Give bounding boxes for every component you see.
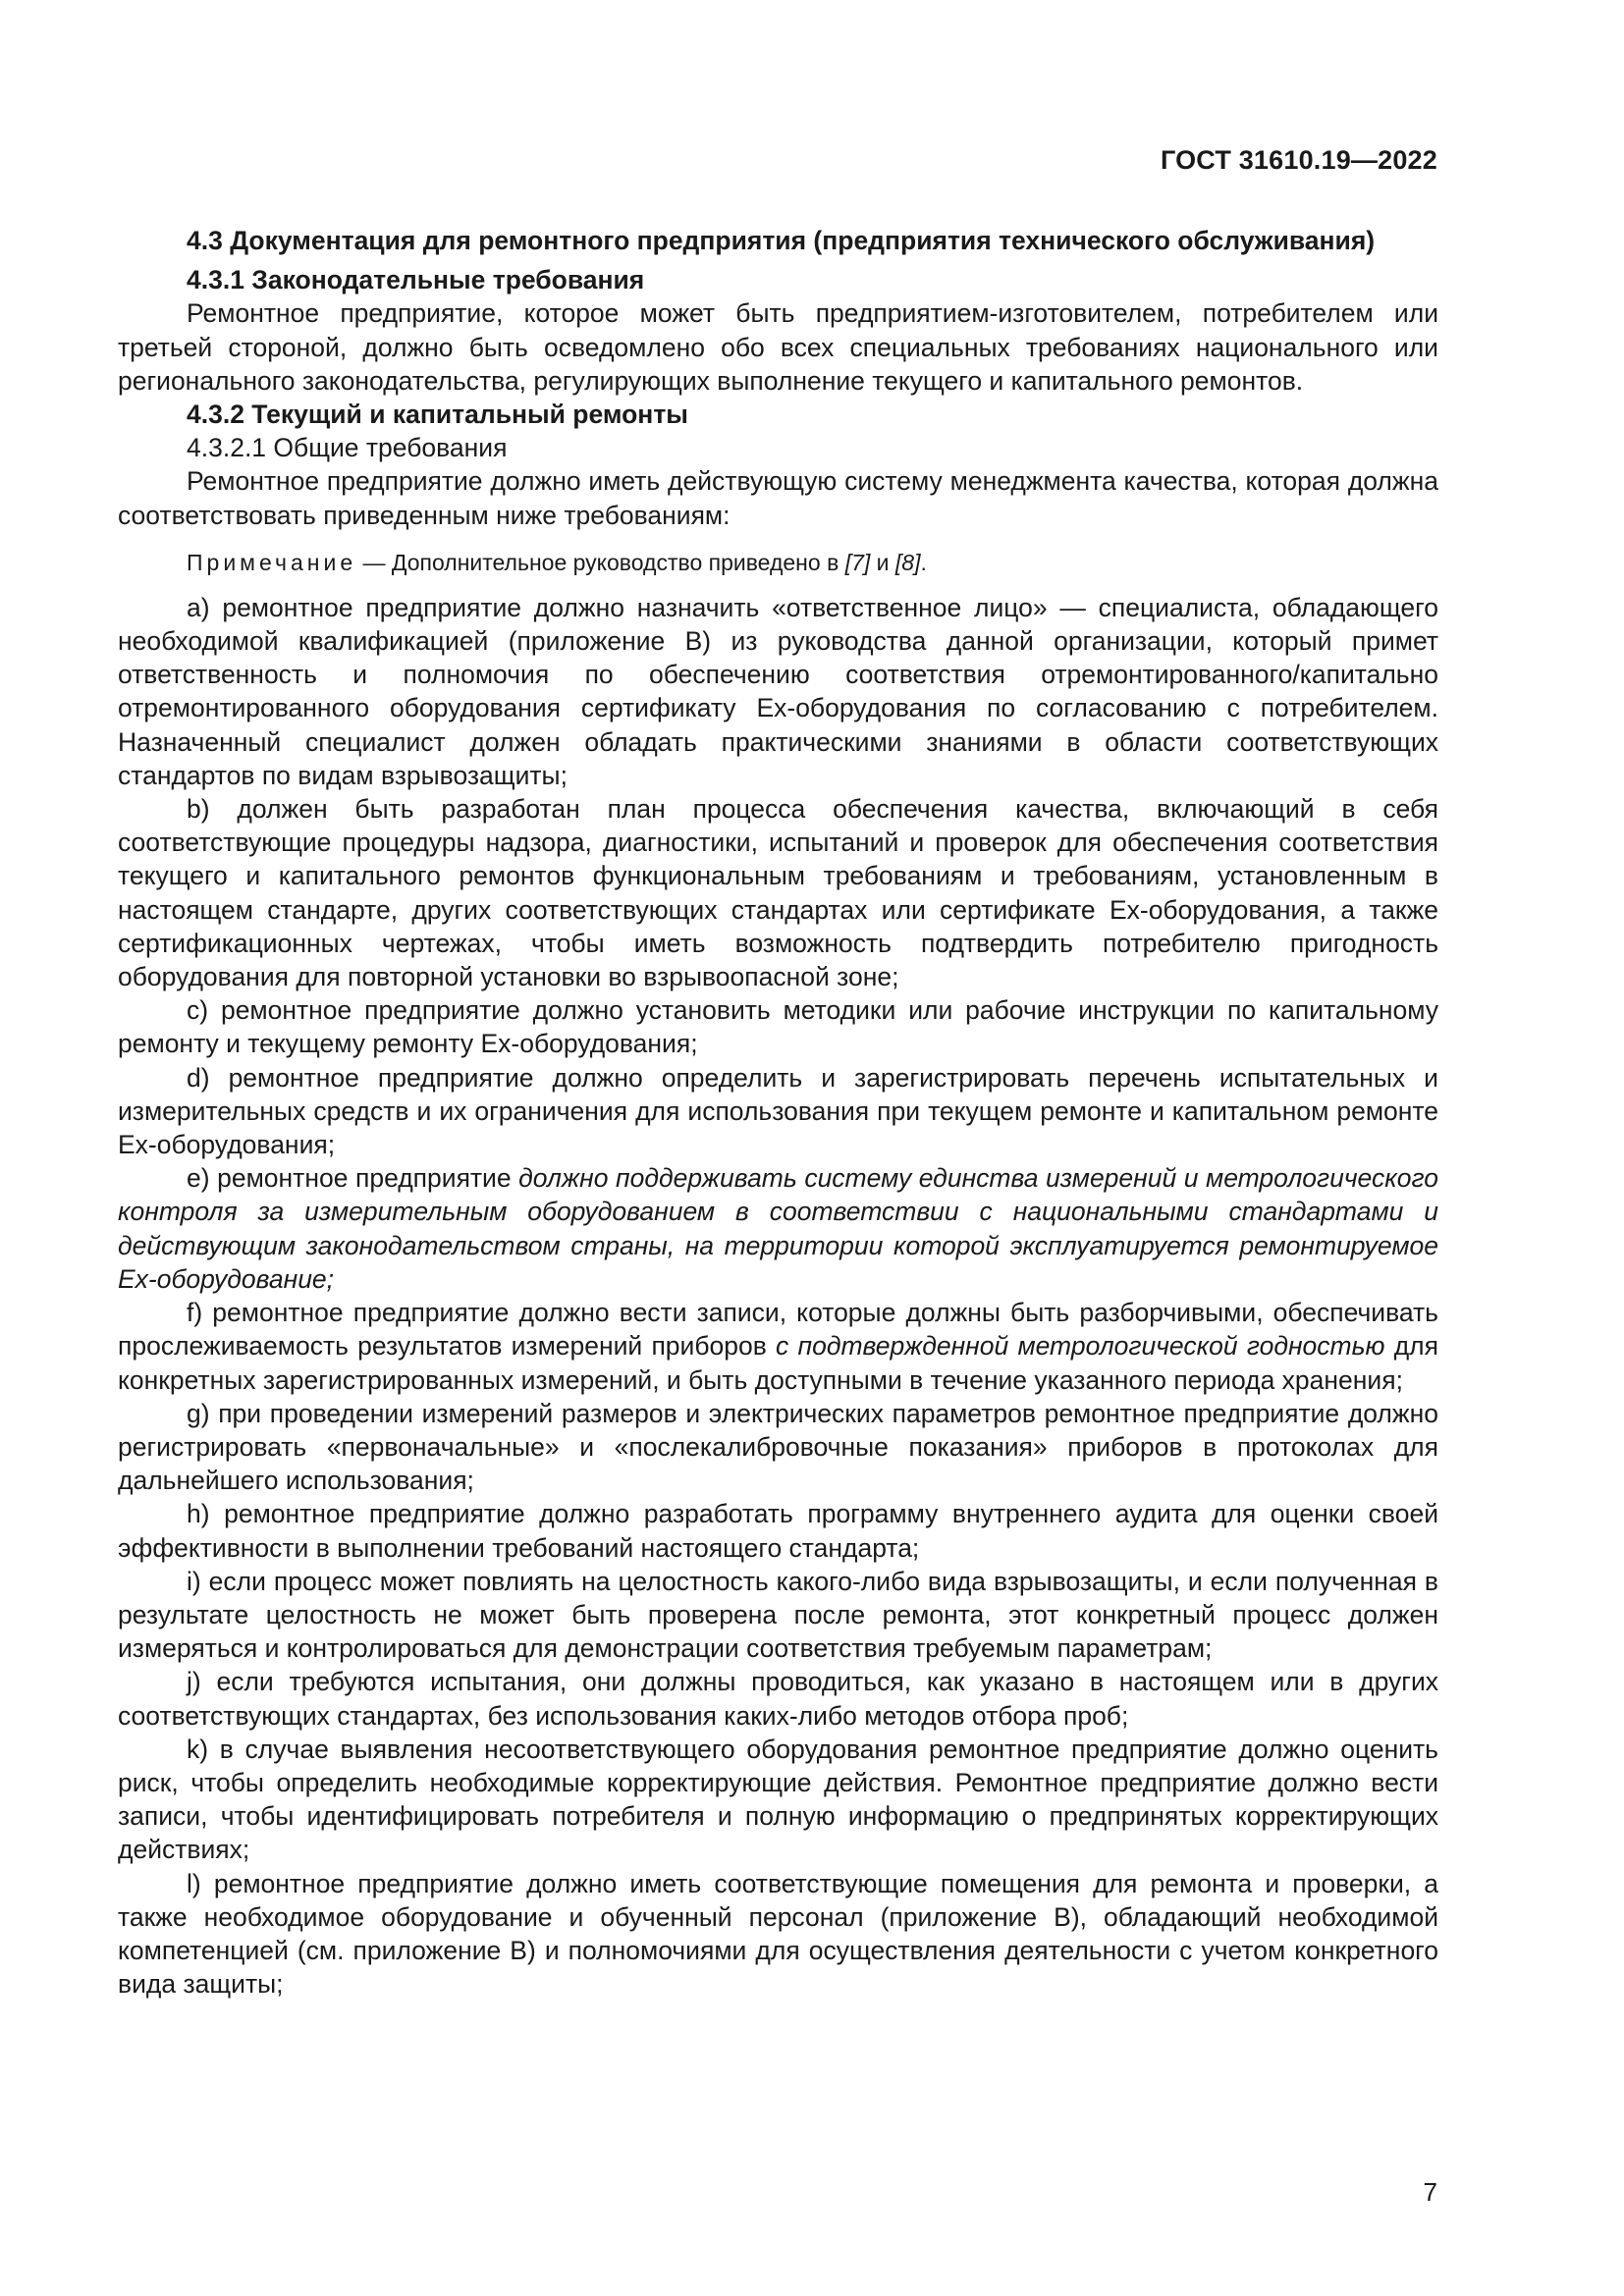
list-item-c: c) ремонтное предприятие должно установить методики или рабочие инструкции по капитальному ремонту и текущему ремонту Ex-оборудования; — [118, 995, 1438, 1059]
list-item-d: d) ремонтное предприятие должно определить и зарегистрировать перечень испытательных и измерительных средств и их ограничения для использования при текущем ремонте и капитальном ремонте Ex-оборудования; — [118, 1062, 1438, 1160]
document-body — [118, 224, 1438, 2001]
list-item-l: l) ремонтное предприятие должно иметь соответствующие помещения для ремонта и проверки, а также необходимое оборудование и обученный персонал (приложение В), обладающий необходимой компетенцией (см. приложение В) и полномочиями для осуществления деятельности с учетом конкретного вида защиты; — [118, 1868, 1438, 2000]
list-item-a: a) ремонтное предприятие должно назначить «ответственное лицо» — специалиста, обладающего необходимой квалификацией (приложение В) из руководства данной организации, который примет ответственность и полномочия по обеспечению соответствия отремонтированного/капитально отремонтированного оборудования сертификату Ex-оборудования по согласованию с потребителем. Назначенный специалист должен обладать практическими знаниями в области соответствующих стандартов по видам взрывозащиты; — [118, 592, 1438, 790]
list-item-f-italic: с подтвержденной метрологической годностью — [776, 1331, 1385, 1362]
list-item-e — [118, 1161, 1438, 1296]
note-ref-8: [8] — [894, 549, 921, 575]
note-text: — Дополнительное руководство приведено в — [356, 549, 845, 575]
list-item-i: i) если процесс может повлиять на целостность какого-либо вида взрывозащиты, и если полученная в результате целостность не может быть проверена после ремонта, этот конкретный процесс должен измеряться и контролироваться для демонстрации соответствия требуемым параметрам; — [118, 1566, 1438, 1664]
list-item-f — [118, 1296, 1438, 1397]
subsection-title-4-3-1: 4.3.1 Законодательные требования — [187, 265, 645, 295]
list-item-k: k) в случае выявления несоответствующего оборудования ремонтное предприятие должно оценить риск, чтобы определить необходимые корректирующие действия. Ремонтное предприятие должно вести записи, чтобы идентифицировать потребителя и полную информацию о предпринятых корректирующих действиях; — [118, 1734, 1438, 1865]
note-label: Примечание — [187, 549, 357, 575]
paragraph-4-3-2-1: Ремонтное предприятие должно иметь действующую систему менеджмента качества, которая должна соответствовать приведенным ниже требованиям: — [118, 466, 1438, 530]
paragraph-4-3-1: Ремонтное предприятие, которое может быть предприятием-изготовителем, потребителем или третьей стороной, должно быть осведомлено обо всех специальных требованиях национального или регионального законодательства, регулирующих выполнение текущего и капитального ремонтов. — [118, 298, 1438, 396]
list-item-h: h) ремонтное предприятие должно разработать программу внутреннего аудита для оценки своей эффективности в выполнении требований настоящего стандарта; — [118, 1499, 1438, 1563]
list-item-f-plain-1: f) ремонтное предприятие должно вести записи, которые должны быть разборчивыми, обеспечивать прослеживаемость результатов измерений приборов — [118, 1298, 1438, 1362]
section-title: 4.3 Документация для ремонтного предприятия (предприятия технического обслуживания) — [187, 226, 1376, 255]
note-ref-7: [7] — [844, 549, 871, 575]
subsection-title-4-3-2: 4.3.2 Текущий и капитальный ремонты — [187, 400, 688, 430]
list-item-f-plain-2: для конкретных зарегистрированных измерений, и быть доступными в течение указанного периода хранения; — [118, 1331, 1438, 1395]
note-conj: и — [870, 549, 895, 575]
subsection-title-4-3-2-1: 4.3.2.1 Общие требования — [187, 433, 508, 463]
page-number: 7 — [1423, 2177, 1437, 2207]
list-item-b: b) должен быть разработан план процесса обеспечения качества, включающий в себя соответствующие процедуры надзора, диагностики, испытаний и проверок для обеспечения соответствия текущего и капитального ремонтов функциональным требованиям и требованиям, установленным в настоящем стандарте, других соответствующих стандартах или сертификате Ex-оборудования, а также сертификационных чертежах, чтобы иметь возможность подтвердить потребителю пригодность оборудования для повторной установки во взрывоопасной зоне; — [118, 794, 1438, 992]
list-item-e-plain: e) ремонтное предприятие — [187, 1163, 519, 1194]
note-end: . — [920, 549, 927, 575]
list-item-j: j) если требуются испытания, они должны проводиться, как указано в настоящем или в других соответствующих стандартах, без использования каких-либо методов отбора проб; — [118, 1667, 1438, 1731]
note — [118, 548, 1438, 577]
list-item-e-italic: должно поддерживать систему единства измерений и метрологического контроля за измерительным оборудованием в соответствии с национальными стандартами и действующим законодательством страны, на территории которой эксплуатируется ремонтируемое Ex-оборудование; — [118, 1163, 1438, 1294]
list-item-g: g) при проведении измерений размеров и электрических параметров ремонтное предприятие должно регистрировать «первоначальные» и «послекалибровочные показания» приборов в протоколах для дальнейшего использования; — [118, 1398, 1438, 1496]
document-code: ГОСТ 31610.19—2022 — [1160, 145, 1437, 175]
